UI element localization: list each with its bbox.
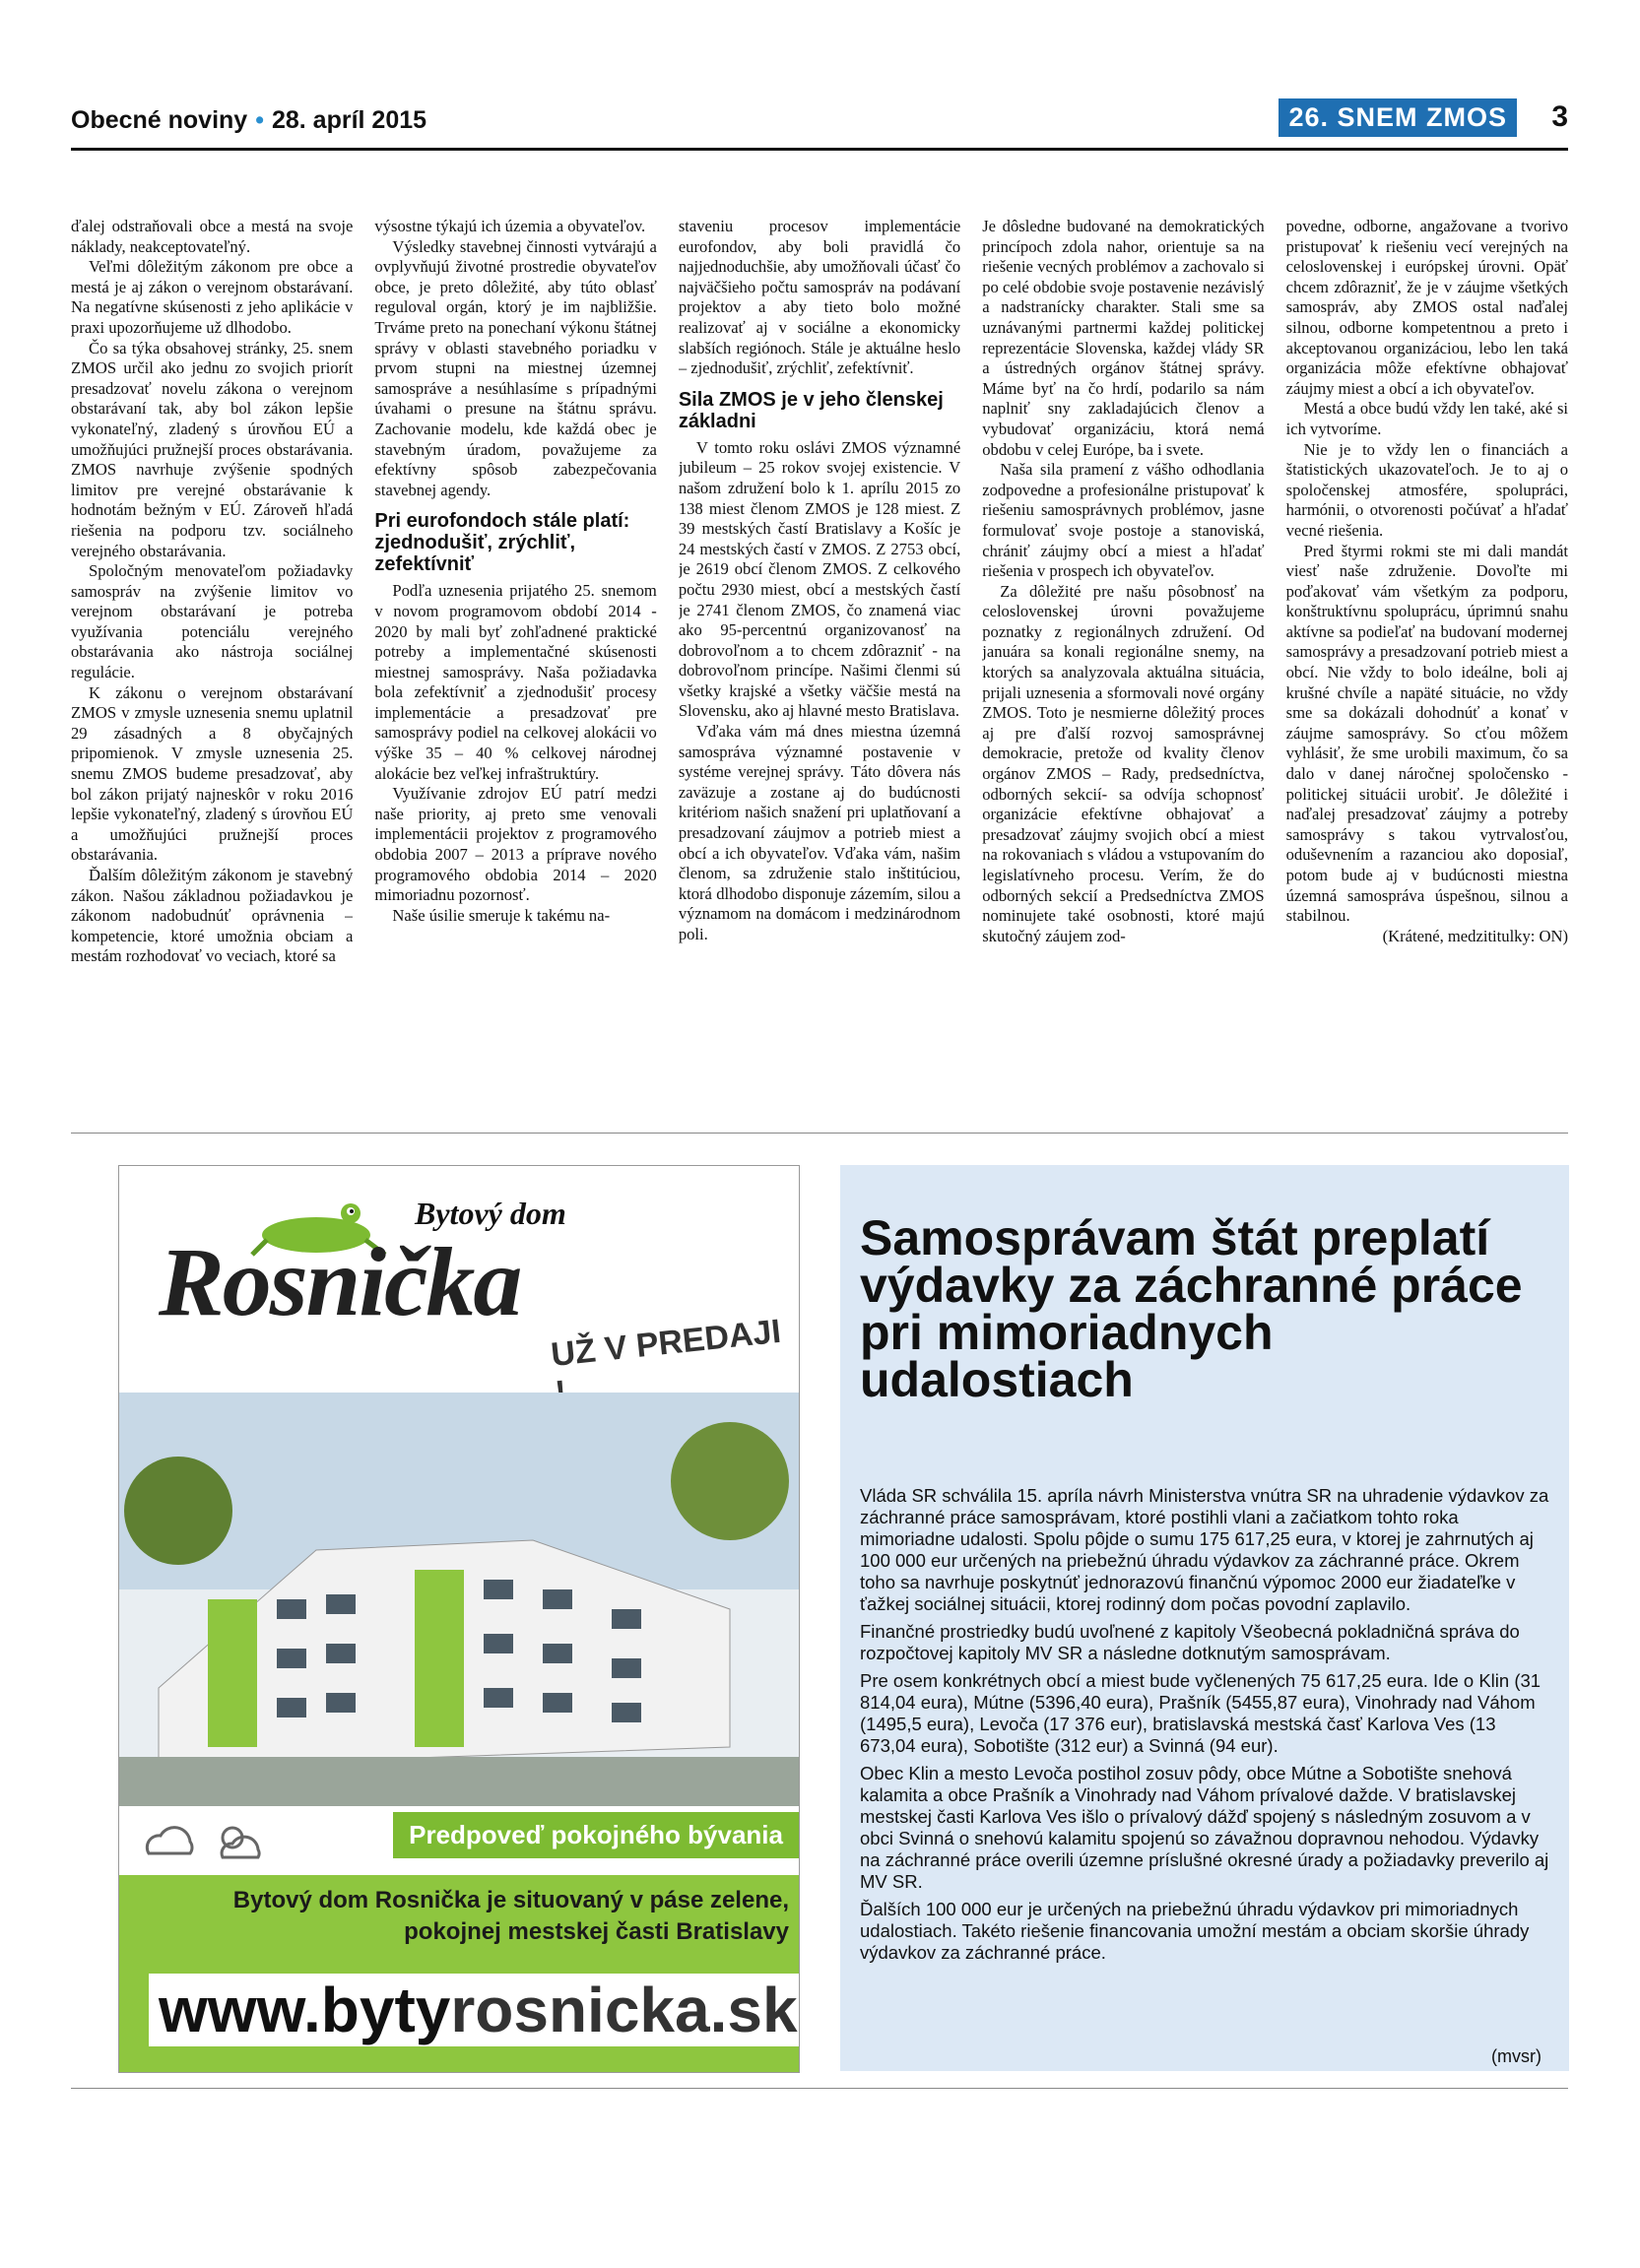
- publication-name: Obecné noviny: [71, 106, 248, 134]
- paragraph: Spoločným menovateľom požiadavky samospráv na zvýšenie limitov vo verejnom obstarávaní je potreba využívania potenciálu verejného obstarávania ako nástroja sociálnej regulácie.: [71, 561, 354, 682]
- paragraph: Je dôsledne budované na demokratických princípoch zdola nahor, orientuje sa na riešenie vecných problémov a zachovalo si po celé obdobie svoje postavenie nezávislý a nadstranícky charakter. Stali sme sa uznávanými partnermi každej politickej reprezentácie Slovenska, každej vlády SR a ústredných orgánov štátnej správy. Máme byť na čo hrdí, podarilo sa nám naplniť sny zakladajúcich členov a vybudovať organizáciu, ktorá nemá obdobu v celej Európe, ba i svete.: [982, 217, 1265, 459]
- paragraph: K zákonu o verejnom obstarávaní ZMOS v zmysle uznesenia snemu uplatnil 29 zásadných a 8 obyčajných pripomienok. V zmysle uznesenia 25. snemu ZMOS budeme presadzovať, aby bol zákon prijatý najneskôr v roku 2016 lepšie vykonateľný, zladený s úrovňou EÚ a umožňujúci pružnejší proces obstarávania.: [71, 682, 354, 865]
- paragraph: Veľmi dôležitým zákonom pre obce a mestá je aj zákon o verejnom obstarávaní. Na negatívne skúsenosti z jeho aplikácie v praxi upozorňujeme už dlhodobo.: [71, 257, 354, 337]
- paragraph: Za dôležité pre našu pôsobnosť na celoslovenskej úrovni považujeme poznatky z regionálnych združení. Od januára sa konali regionálne snemy, na ktorých sa analyzovala aktuálna situácia, prijali uznesenia a sformovali nové orgány ZMOS. Toto je nesmierne dôležitý proces aj pre ďalší rozvoj samosprávnej demokracie, pretože od kvality členov orgánov ZMOS – Rady, predsedníctva, odborných sekcií- sa odvíja schopnosť organizácie efektívne obhajovať a presadzovať záujmy svojich obcí a miest na rokovaniach s vládou a vstupovaním do legislatívneho procesu. Verím, že do odborných sekcií a Predsedníctva ZMOS nominujete také osobnosti, ktoré majú skutočný záujem zod-: [982, 581, 1265, 945]
- separator-dot: •: [255, 106, 264, 134]
- page-header: [71, 98, 1568, 148]
- paragraph: ďalej odstraňovali obce a mestá na svoje náklady, neakceptovateľný.: [71, 217, 354, 256]
- paragraph: staveniu procesov implementácie eurofondov, aby boli pravidlá čo najjednoduchšie, aby umožňovali účasť čo najväčšieho počtu samospráv na podávaní projektov a aby tieto bolo možné realizovať aj v sociálne a ekonomicky slabších regiónoch. Stále je aktuálne heslo – zjednodušiť, zrýchliť, zefektívniť.: [678, 217, 961, 378]
- header-rule: [71, 148, 1568, 151]
- page-number: 3: [1551, 100, 1568, 133]
- news-box-title: Samosprávam štát preplatí výdavky za záchranné práce pri mimoriadnych udalostiach: [860, 1210, 1523, 1407]
- paragraph: Pred štyrmi rokmi ste mi dali mandát viesť naše združenie. Dovoľte mi poďakovať vám všetkým za podporu, konštruktívnu spoluprácu, úprimnú snahu aktívne sa podieľať na budovaní modernej samosprávy a presadzovaní potrieb miest a obcí. Nie vždy to bolo ideálne, boli aj krušné chvíle a napäté situácie, no vždy sme sa dokázali dohodnúť a konať v záujme samosprávy. So cťou môžem vyhlásiť, že sme urobili maximum, čo sa dalo v danej náročnej spoločensko - politickej situácii urobiť. Je dôležité i naďalej presadzovať záujmy a potreby samosprávy s takou vytrvalosťou, oduševnením a razanciou ako doposiaľ, potom bude aj v budúcnosti miestna územná samospráva úspešnou, silnou a stabilnou.: [1285, 541, 1569, 926]
- article-column-3: [679, 217, 960, 1103]
- ad-weather-label: Predpoveď pokojného bývania: [393, 1812, 799, 1858]
- publication-line: [71, 106, 426, 135]
- bottom-rule: [71, 2088, 1568, 2089]
- news-box-body: [860, 1485, 1549, 1970]
- paragraph: povedne, odborne, angažovane a tvorivo pristupovať k riešeniu vecí verejných na celoslovenskej i európskej úrovni. Opäť chcem zdôrazniť, že je v záujme všetkých samospráv, aby ZMOS ostal naďalej silnou, odborne kompetentnou a preto i akceptovanou organizáciou, lebo len taká organizácia môže efektívne obhajovať záujmy miest a obcí a ich obyvateľov.: [1285, 217, 1569, 398]
- ad-brand-small: Bytový dom: [415, 1196, 566, 1231]
- ad-url-domain: rosnicka.sk: [450, 1975, 798, 2045]
- ad-description: [119, 1885, 789, 1948]
- paragraph: Naša sila pramení z vášho odhodlania zodpovedne a profesionálne pristupovať k riešeniu samosprávnych problémov, jasne formulovať svoje postoje a stanoviská, chrániť záujmy obcí a miest a hľadať riešenia v prospech ich obyvateľov.: [982, 460, 1265, 581]
- article-column-4: [982, 217, 1264, 1103]
- issue-date: 28. apríl 2015: [271, 106, 427, 134]
- paragraph: Podľa uznesenia prijatého 25. snemom v novom programovom období 2014 - 2020 by mali byť zohľadnené praktické potreby a implementačné skúsenosti miestnej samosprávy. Naša požiadavka bola zefektívniť a zjednodušiť procesy implementácie a presadzovať pre samosprávy podiel na celkovej alokácii vo výške 35 – 40 % celkovej národnej alokácie bez veľkej infraštruktúry.: [374, 581, 657, 783]
- ad-footer: [119, 1875, 799, 2072]
- paragraph: Pre osem konkrétnych obcí a miest bude vyčlenených 75 617,25 eura. Ide o Klin (31 814,04 eura), Mútne (5396,40 eura), Prašník (5455,87 eura), Vinohrady nad Váhom (1495,5 eura), Levoča (17 376 eur), bratislavská mestská časť Karlova Ves (13 673,04 eura), Sobotište (312 eur) a Svinná (94 eur).: [860, 1670, 1542, 1756]
- paragraph: Finančné prostriedky budú uvoľnené z kapitoly Všeobecná pokladničná správa do rozpočtovej kapitoly MV SR a následne dotknutým samosprávam.: [860, 1621, 1520, 1663]
- subheading-membership: Sila ZMOS je v jeho členskej základni: [678, 388, 944, 432]
- paragraph: Vláda SR schválila 15. apríla návrh Ministerstva vnútra SR na uhradenie výdavkov za záchranné práce samosprávam, ktoré postihli vlani a začiatkom tohto roka mimoriadne udalosti. Spolu pôjde o sumu 175 617,25 eura, v ktorej je zahrnutých aj 100 000 eur určených na priebežnú úhradu výdavkov za záchranné práce. Okrem toho sa navrhuje poskytnúť jednorazovú finančnú výpomoc 2000 eur žiadateľke v ťažkej sociálnej situácii, ktorej rodinný dom počas povodní zaplavilo.: [860, 1485, 1549, 1614]
- paragraph: Obec Klin a mesto Levoča postihol zosuv pôdy, obce Mútne a Sobotište snehová kalamita a obce Prašník a Vinohrady nad Váhom prívalové dažde. V bratislavskej mestskej časti Karlova Ves išlo o prívalový dážď spojený s následným zosuvom a v obci Svinná o snehovú kalamitu spojenú so závažnou dopravnou nehodou. Výdavky na záchranné práce overili územne príslušné okresné úrady a požiadavky preverilo aj MV SR.: [860, 1763, 1549, 1892]
- paragraph: Mestá a obce budú vždy len také, aké si ich vytvoríme.: [1285, 399, 1569, 438]
- paragraph: Naše úsilie smeruje k takému na-: [392, 905, 611, 925]
- ad-description-line-2: pokojnej mestskej časti Bratislavy: [404, 1918, 789, 1945]
- article-column-5: [1286, 217, 1568, 1103]
- paragraph: Výsledky stavebnej činnosti vytvárajú a ovplyvňujú životné prostredie obyvateľov obce, je preto dôležité, aby túto oblasť reguloval orgán, ktorý je im najbližšie. Trváme preto na ponechaní výkonu štátnej správy v oblasti stavebného poriadku v prvom stupni na miestnej územnej samospráve a nesúhlasíme s prípadnými úvahami o presune na štátnu správu. Zachovanie modelu, kde každá obec je stavebným úradom, považujeme za efektívny spôsob zabezpečovania stavebnej agendy.: [374, 236, 657, 499]
- paragraph: Ďalších 100 000 eur je určených na priebežnú úhradu výdavkov pri mimoriadnych udalostiach. Takéto riešenie financovania umožní mestám a obciam skoršie úhrady výdavkov za záchranné práce.: [860, 1899, 1530, 1963]
- article-signature: (Krátené, medzititulky: ON): [1382, 926, 1569, 945]
- advertisement-rosnicka: [118, 1165, 800, 2073]
- paragraph: Ďalším dôležitým zákonom je stavebný zákon. Našou základnou požiadavkou je zákonom nadobudnúť oprávnenia – kompetencie, ktoré umožnia obciam a mestám rozhodovať vo veciach, ktoré sa: [71, 866, 354, 966]
- paragraph: V tomto roku oslávi ZMOS významné jubileum – 25 rokov svojej existencie. V našom združení bolo k 1. aprílu 2015 zo 138 miest členom ZMOS je 128 miest. Z 39 mestských častí Bratislavy a Košíc je 24 mestských častí v ZMOS. Z 2753 obcí, je 2619 obcí členom ZMOS. Z celkového počtu 2930 miest, obcí a mestských častí je 2741 členom ZMOS, čo znamená viac ako 95-percentnú organizovanosť na dobrovoľnom a to chcem zdôrazniť - na dobrovoľnom princípe. Našimi členmi sú všetky krajské a všetky väčšie mestá na Slovensku, ako aj hlavné mesto Bratislava.: [678, 437, 961, 721]
- paragraph: Využívanie zdrojov EÚ patrí medzi naše priority, aj preto sme venovali implementácii projektov z programového obdobia 2007 – 2013 a príprave nového programového obdobia 2014 – 2020 mimoriadnu pozornosť.: [374, 784, 657, 905]
- paragraph: Nie je to vždy len o financiách a štatistických ukazovateľoch. Je to aj o spoločenskej atmosfére, spolupráci, harmónii, o otvorenosti počúvať a hľadať vecné riešenia.: [1285, 439, 1569, 540]
- section-badge: 26. SNEM ZMOS: [1279, 98, 1517, 137]
- news-box-emergency-costs: [840, 1165, 1569, 2071]
- ad-description-line-1: Bytový dom Rosnička je situovaný v páse zelene,: [232, 1887, 789, 1913]
- building-illustration: [119, 1393, 799, 1806]
- ad-url-prefix: www.byty: [159, 1975, 451, 2045]
- section-divider: [71, 1133, 1568, 1134]
- subheading-eurofunds: Pri eurofondoch stále platí: zjednodušiť, zrýchliť, zefektívniť: [374, 510, 630, 576]
- ad-slogan: UŽ V PREDAJI: [549, 1312, 783, 1375]
- article-column-2: [374, 217, 656, 1103]
- ad-weather-band: [119, 1806, 799, 1875]
- news-box-signature: (mvsr): [1491, 2046, 1542, 2066]
- paragraph: Vďaka vám má dnes miestna územná samospráva významné postavenie v systéme verejnej správy. Táto dôvera nás zaväzuje a zostane aj do budúcnosti kritériom našich snažení pri uplatňovaní a presadzovaní záujmov a potrieb miest a obcí a ich obyvateľov. Vďaka vám, našim členom, sa združenie stalo inštitúciou, ktorá dlhodobo disponuje zázemím, silou a významom na domácom i medzinárodnom poli.: [678, 722, 961, 943]
- article-column-1: [71, 217, 353, 1103]
- ad-brand-logo: Rosnička: [159, 1227, 521, 1336]
- paragraph: výsostne týkajú ich územia a obyvateľov.: [374, 217, 646, 235]
- ad-website[interactable]: [149, 1974, 800, 2046]
- paragraph: Čo sa týka obsahovej stránky, 25. snem ZMOS určil ako jednu zo svojich priorít presadzovať novelu zákona o verejnom obstarávaní tak, aby bol zákon lepšie vykonateľný, zladený s úrovňou EÚ a umožňujúci pružnejší proces obstarávania. ZMOS navrhuje zvýšenie spodných limitov pre verejné obstarávanie k hodnotám bežným v EÚ. Zároveň hľadá riešenia na podporu tzv. sociálneho verejného obstarávania.: [71, 338, 354, 560]
- weather-icons: [139, 1814, 296, 1869]
- article-columns: [71, 217, 1568, 1103]
